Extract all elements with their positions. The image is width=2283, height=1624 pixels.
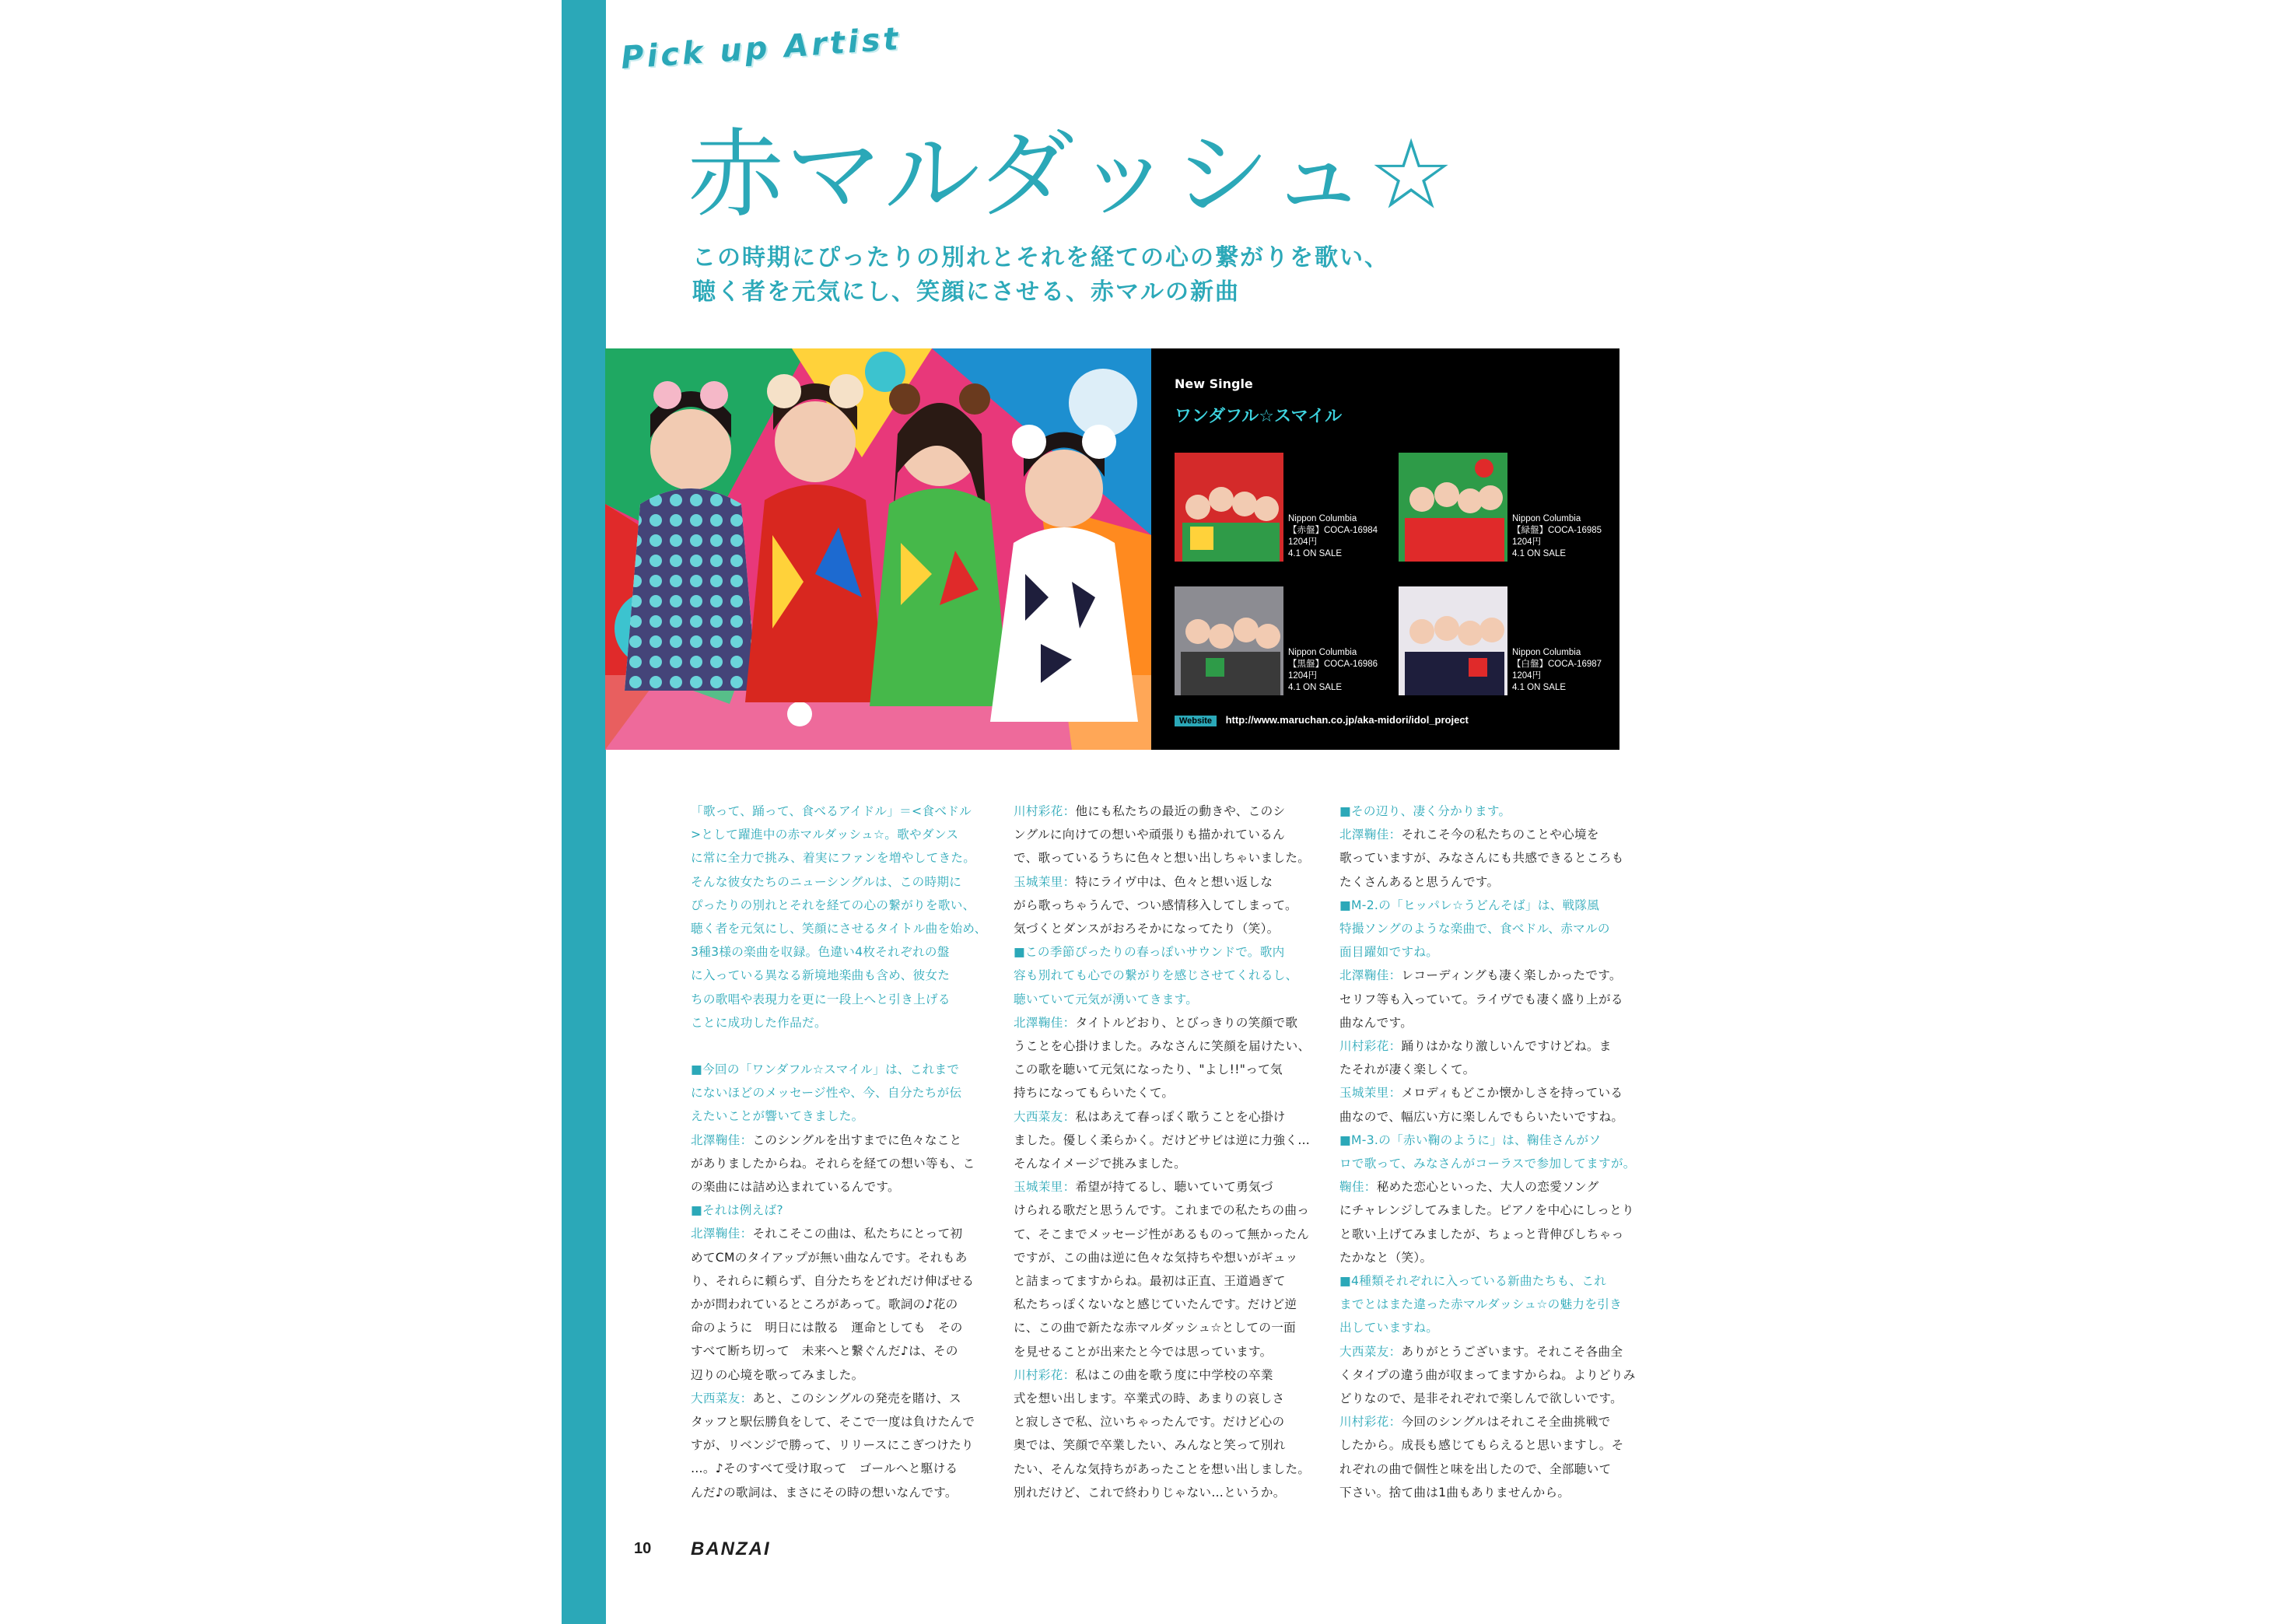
speaker-name: 玉城茉里： bbox=[1014, 874, 1076, 889]
article-line: ました。優しく柔らかく。だけどサビは逆に力強く… bbox=[1014, 1132, 1311, 1147]
article-line: 川村彩花：他にも私たちの最近の動きや、このシ bbox=[1014, 804, 1286, 818]
article-line: て、そこまでメッセージ性があるものって無かったん bbox=[1014, 1227, 1310, 1241]
article-line: そんな彼女たちのニューシングルは、この時期に bbox=[691, 874, 962, 889]
article-line: ■それは例えば? bbox=[691, 1203, 783, 1218]
article-line: どりなので、是非それぞれで楽しんで欲しいです。 bbox=[1339, 1391, 1623, 1406]
article-line: 別れだけど、これで終わりじゃない…というか。 bbox=[1014, 1485, 1286, 1500]
cd-white-edition bbox=[1399, 586, 1616, 695]
article-line: にチャレンジしてみました。ピアノを中心にしっとり bbox=[1339, 1203, 1634, 1218]
article-line: れぞれの曲で個性と味を出したので、全部聴いて bbox=[1339, 1461, 1612, 1476]
article-line: ■その辺り、凄く分かります。 bbox=[1339, 804, 1511, 818]
article-line: 特撮ソングのような楽曲で、食べドル、赤マルの bbox=[1339, 922, 1610, 936]
article-line: に、この曲で新たな赤マルダッシュ☆としての一面 bbox=[1014, 1321, 1297, 1335]
article-line: セリフ等も入っていて。ライヴでも凄く盛り上がる bbox=[1339, 992, 1623, 1006]
article-line: を見せることが出来たと今では思っています。 bbox=[1014, 1344, 1273, 1359]
speaker-name: 川村彩花： bbox=[1339, 1039, 1402, 1054]
article-column-1 bbox=[691, 800, 987, 1504]
article-line: ■4種類それぞれに入っている新曲たちも、これ bbox=[1339, 1274, 1607, 1289]
article-line: 辺りの心境を歌ってみました。 bbox=[691, 1367, 864, 1382]
release-title: ワンダフル☆スマイル bbox=[1175, 407, 1343, 426]
article-line: ぴったりの別れとそれを経ての心の繋がりを歌い、 bbox=[691, 898, 975, 912]
group-photo-illustration bbox=[605, 348, 1151, 750]
article-line: 北澤鞠佳：それこそこの曲は、私たちにとって初 bbox=[691, 1227, 963, 1241]
group-photo bbox=[605, 348, 1151, 750]
cd-green-info: Nippon Columbia 【緑盤】COCA-16985 1204円 4.1 ON SALE bbox=[1512, 514, 1602, 558]
article-line: すべて断ち切って 未来へと繋ぐんだ♪は、その bbox=[691, 1344, 958, 1359]
article-line: 命のように 明日には散る 運命としても その bbox=[691, 1321, 963, 1335]
article-line: たくさんあると思うんです。 bbox=[1339, 874, 1500, 889]
speaker-name: 北澤鞠佳： bbox=[1339, 828, 1402, 842]
website-line bbox=[1175, 714, 1469, 726]
article-line: 大西菜友：ありがとうございます。それこそ各曲全 bbox=[1339, 1344, 1623, 1359]
article-line: めてCMのタイアップが無い曲なんです。それもあ bbox=[691, 1250, 968, 1265]
cd-red-info: Nippon Columbia 【赤盤】COCA-16984 1204円 4.1 ON SALE bbox=[1288, 514, 1378, 558]
page-number: 10 bbox=[634, 1540, 652, 1557]
article-line: 玉城茉里：希望が持てるし、聴いていて勇気づ bbox=[1014, 1180, 1273, 1195]
article-line: ですが、この曲は逆に色々な気持ちや想いがギュッ bbox=[1014, 1250, 1298, 1265]
cd-black-edition bbox=[1175, 586, 1392, 695]
speaker-name: 玉城茉里： bbox=[1339, 1086, 1402, 1101]
article-line: 川村彩花：私はこの曲を歌う度に中学校の卒業 bbox=[1014, 1367, 1273, 1382]
article-line: 大西菜友：私はあえて春っぽく歌うことを心掛け bbox=[1014, 1109, 1286, 1124]
article-line: 聴いていて元気が湧いてきます。 bbox=[1014, 992, 1199, 1006]
article-line: ■M-3.の「赤い鞠のように」は、鞠佳さんがソ bbox=[1339, 1132, 1602, 1147]
article-line: と詰まってますからね。最初は正直、王道過ぎて bbox=[1014, 1274, 1286, 1289]
cd-red-edition bbox=[1175, 453, 1392, 562]
article-line: 北澤鞠佳：このシングルを出すまでに色々なこと bbox=[691, 1132, 962, 1147]
article-line: したから。成長も感じてもらえると思いますし。そ bbox=[1339, 1438, 1624, 1453]
article-line: >として躍進中の赤マルダッシュ☆。歌やダンス bbox=[691, 828, 959, 842]
article-line: 北澤鞠佳：タイトルどおり、とびっきりの笑顔で歌 bbox=[1014, 1015, 1298, 1030]
article-line: たい、そんな気持ちがあったことを想い出しました。 bbox=[1014, 1461, 1311, 1476]
article-line: タッフと駅伝勝負をして、そこで一度は負けたんで bbox=[691, 1415, 975, 1430]
article-line: 北澤鞠佳：それこそ今の私たちのことや心境を bbox=[1339, 828, 1599, 842]
speaker-name: 大西菜友： bbox=[1339, 1344, 1402, 1359]
article-line: 鞠佳：秘めた恋心といった、大人の恋愛ソング bbox=[1339, 1180, 1599, 1195]
article-line: がら歌っちゃうんで、つい感情移入してしまって。 bbox=[1014, 898, 1297, 912]
cd-green-edition bbox=[1399, 453, 1616, 562]
article-line: 「歌って、踊って、食べるアイドル」＝<食べドル bbox=[691, 804, 972, 818]
article-line: けられる歌だと思うんです。これまでの私たちの曲っ bbox=[1014, 1203, 1310, 1218]
article-line: 曲なんです。 bbox=[1339, 1015, 1413, 1030]
subtitle-line-1: この時期にぴったりの別れとそれを経ての心の繋がりを歌い、 bbox=[692, 244, 1389, 271]
article-line: ■今回の「ワンダフル☆スマイル」は、これまで bbox=[691, 1062, 960, 1077]
jacket-green-image bbox=[1399, 453, 1507, 562]
article-line: ■M-2.の「ヒッパレ☆うどんそば」は、戦隊風 bbox=[1339, 898, 1600, 912]
article-line: の楽曲には詰め込まれているんです。 bbox=[691, 1180, 900, 1195]
website-url[interactable]: http://www.maruchan.co.jp/aka-midori/idol_project bbox=[1225, 714, 1469, 726]
article-column-2 bbox=[1014, 800, 1311, 1504]
jacket-black-image bbox=[1175, 586, 1283, 695]
article-line: と寂しさで私、泣いちゃったんです。だけど心の bbox=[1014, 1415, 1285, 1430]
speaker-name: 北澤鞠佳： bbox=[691, 1132, 753, 1147]
speaker-name: 北澤鞠佳： bbox=[1339, 968, 1402, 983]
section-kicker: Pick up Artist bbox=[619, 20, 902, 77]
release-panel bbox=[1151, 348, 1619, 750]
article-line: ことに成功した作品だ。 bbox=[691, 1015, 827, 1030]
magazine-logo: BANZAI bbox=[691, 1538, 771, 1559]
cd-black-info: Nippon Columbia 【黒盤】COCA-16986 1204円 4.1 ON SALE bbox=[1288, 648, 1378, 692]
subtitle-line-2: 聴く者を元気にし、笑顔にさせる、赤マルの新曲 bbox=[692, 278, 1240, 306]
article-line: くタイプの違う曲が収まってますからね。よりどりみ bbox=[1339, 1367, 1636, 1382]
article-line: ちの歌唱や表現力を更に一段上へと引き上げる bbox=[691, 992, 951, 1006]
article-line: 3種3様の楽曲を収録。色違い4枚それぞれの盤 bbox=[691, 945, 950, 960]
article-line: 面目躍如ですね。 bbox=[1339, 945, 1439, 960]
article-line: 私たちっぽくないなと感じていたんです。だけど逆 bbox=[1014, 1297, 1297, 1312]
article-line: ロで歌って、みなさんがコーラスで参加してますが。 bbox=[1339, 1157, 1636, 1171]
speaker-name: 大西菜友： bbox=[1014, 1109, 1076, 1124]
article-line: 川村彩花：踊りはかなり激しいんですけどね。ま bbox=[1339, 1039, 1612, 1054]
article-line: ■この季節ぴったりの春っぽいサウンドで。歌内 bbox=[1014, 945, 1285, 960]
paragraph-gap bbox=[691, 1034, 971, 1058]
article-line: 歌っていますが、みなさんにも共感できるところも bbox=[1339, 851, 1624, 866]
article-line: この歌を聴いて元気になったり、"よし!!"って気 bbox=[1014, 1062, 1283, 1077]
article-line: がありましたからね。それらを経ての想い等も、こ bbox=[691, 1156, 975, 1171]
release-label: New Single bbox=[1175, 376, 1253, 391]
article-line: で、歌っているうちに色々と想い出しちゃいました。 bbox=[1014, 851, 1311, 866]
cd-white-info: Nippon Columbia 【白盤】COCA-16987 1204円 4.1 ON SALE bbox=[1512, 648, 1602, 692]
article-column-3 bbox=[1339, 800, 1636, 1504]
speaker-name: 玉城茉里： bbox=[1014, 1180, 1076, 1195]
article-line: り、それらに頼らず、自分たちをどれだけ伸ばせる bbox=[691, 1273, 975, 1288]
article-line: 容も別れても心での繋がりを感じさせてくれるし、 bbox=[1014, 968, 1298, 983]
article-line: そんなイメージで挑みました。 bbox=[1014, 1157, 1187, 1171]
article-line: 大西菜友：あと、このシングルの発売を賭け、ス bbox=[691, 1391, 961, 1405]
speaker-name: 川村彩花： bbox=[1014, 804, 1076, 818]
article-line: 式を想い出します。卒業式の時、あまりの哀しさ bbox=[1014, 1391, 1285, 1406]
jacket-red-image bbox=[1175, 453, 1283, 562]
article-line: 川村彩花：今回のシングルはそれこそ全曲挑戦で bbox=[1339, 1415, 1611, 1430]
speaker-name: 北澤鞠佳： bbox=[1014, 1015, 1076, 1030]
artist-title: 赤マルダッシュ☆ bbox=[688, 119, 1456, 231]
speaker-name: 大西菜友： bbox=[691, 1391, 753, 1405]
speaker-name: 川村彩花： bbox=[1339, 1415, 1402, 1430]
speaker-name: 北澤鞠佳： bbox=[691, 1227, 753, 1241]
article-line: 出していますね。 bbox=[1339, 1321, 1439, 1335]
article-line: 下さい。捨て曲は1曲もありませんから。 bbox=[1339, 1485, 1570, 1500]
article-line: 気づくとダンスがおろそかになってたり（笑）。 bbox=[1014, 922, 1280, 936]
article-line: …。♪そのすべて受け取って ゴールへと駆ける bbox=[691, 1461, 958, 1476]
jacket-white-image bbox=[1399, 586, 1507, 695]
article-line: と歌い上げてみましたが、ちょっと背伸びしちゃっ bbox=[1339, 1227, 1624, 1241]
article-line: ングルに向けての想いや頑張りも描かれているん bbox=[1014, 828, 1285, 842]
article-line: にないほどのメッセージ性や、今、自分たちが伝 bbox=[691, 1086, 962, 1101]
article-line: 持ちになってもらいたくて。 bbox=[1014, 1086, 1175, 1101]
article-line: たかなと（笑）。 bbox=[1339, 1250, 1433, 1265]
lead-subtitle bbox=[692, 241, 1389, 310]
article-line: んだ♪の歌詞は、まさにその時の想いなんです。 bbox=[691, 1485, 958, 1500]
speaker-name: 鞠佳： bbox=[1339, 1180, 1377, 1195]
article-line: 北澤鞠佳：レコーディングも凄く楽しかったです。 bbox=[1339, 968, 1622, 983]
article-line: 聴く者を元気にし、笑顔にさせるタイトル曲を始め、 bbox=[691, 922, 987, 936]
article-line: 玉城茉里：メロディもどこか懐かしさを持っている bbox=[1339, 1086, 1623, 1101]
article-line: に入っている異なる新境地楽曲も含め、彼女た bbox=[691, 968, 951, 983]
article-line: えたいことが響いてきました。 bbox=[691, 1109, 864, 1124]
article-line: 曲なので、幅広い方に楽しんでもらいたいですね。 bbox=[1339, 1109, 1624, 1124]
website-tag: Website bbox=[1175, 716, 1217, 726]
article-line: かが問われているところがあって。歌詞の♪花の bbox=[691, 1297, 958, 1312]
speaker-name: 川村彩花： bbox=[1014, 1367, 1076, 1382]
article-line: に常に全力で挑み、着実にファンを増やしてきた。 bbox=[691, 851, 976, 866]
left-accent-bar bbox=[562, 0, 606, 1624]
article-line: うことを心掛けました。みなさんに笑顔を届けたい、 bbox=[1014, 1039, 1311, 1054]
article-line: すが、リベンジで勝って、リリースにこぎつけたり bbox=[691, 1438, 974, 1453]
article-line: たそれが凄く楽しくて。 bbox=[1339, 1062, 1476, 1077]
article-line: 奥では、笑顔で卒業したい、みんなと笑って別れ bbox=[1014, 1438, 1286, 1453]
article-line: までとはまた違った赤マルダッシュ☆の魅力を引き bbox=[1339, 1297, 1623, 1312]
article-line: 玉城茉里：特にライヴ中は、色々と想い返しな bbox=[1014, 874, 1273, 889]
